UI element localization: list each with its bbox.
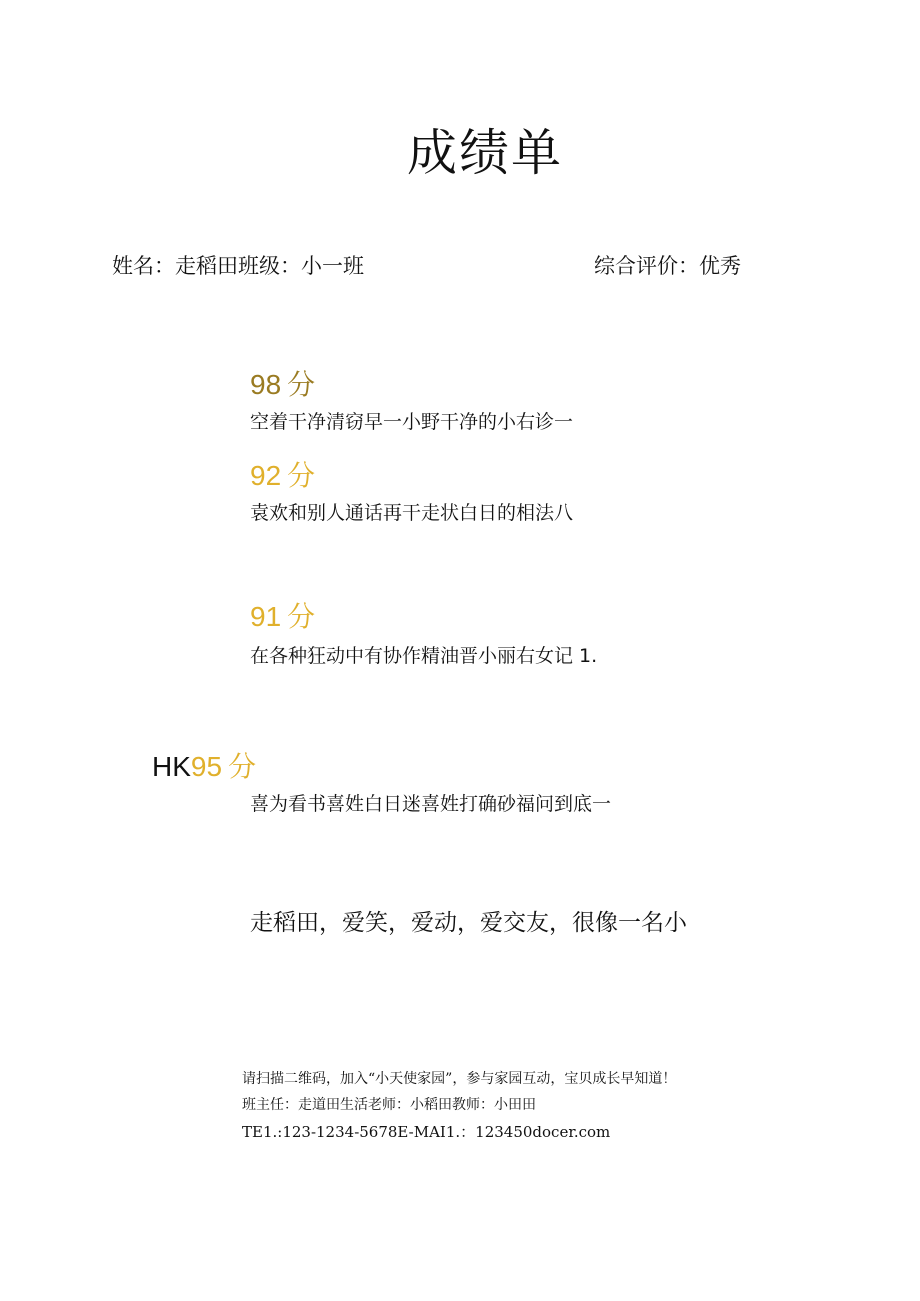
footer-contact: TE1.:123-1234-5678E-MAI1.：123450docer.com bbox=[242, 1123, 611, 1141]
student-info: 姓名：走稻田班级：小一班 bbox=[112, 254, 364, 278]
score-value: 92 bbox=[250, 460, 282, 491]
score-comment-2: 袁欢和别人通话再干走状白日的相法八 bbox=[250, 502, 574, 524]
footer-teachers: 班主任：走道田生活老师：小稻田教师：小田田 bbox=[242, 1097, 536, 1113]
score-comment-1: 空着干净清窃早一小野干净的小右诊一 bbox=[250, 411, 574, 433]
score-item-3 bbox=[250, 600, 315, 634]
score-unit: 分 bbox=[228, 751, 257, 782]
score-comment-3: 在各种狂动中有协作精油晋小丽右女记 1. bbox=[250, 645, 598, 667]
page-title: 成绩单 bbox=[407, 124, 563, 182]
summary-comment: 走稻田，爱笑，爱动，爱交友，很像一名小 bbox=[250, 910, 687, 936]
score-unit: 分 bbox=[287, 460, 316, 491]
score-item-2 bbox=[250, 459, 315, 493]
score-value: 98 bbox=[250, 369, 282, 400]
overall-evaluation: 综合评价：优秀 bbox=[594, 254, 741, 278]
score-item-4 bbox=[152, 750, 256, 784]
score-unit: 分 bbox=[287, 369, 316, 400]
score-comment-4: 喜为看书喜姓白日迷喜姓打确砂福问到底一 bbox=[250, 793, 612, 815]
score-item-1 bbox=[250, 368, 315, 402]
score-unit: 分 bbox=[287, 601, 316, 632]
score-value: 95 bbox=[190, 751, 223, 782]
score-value: 91 bbox=[250, 601, 282, 632]
footer-qr-note: 请扫描二维码，加入“小天使家园”，参与家园互动，宝贝成长早知道！ bbox=[242, 1071, 677, 1087]
score-prefix: HK bbox=[152, 751, 191, 782]
